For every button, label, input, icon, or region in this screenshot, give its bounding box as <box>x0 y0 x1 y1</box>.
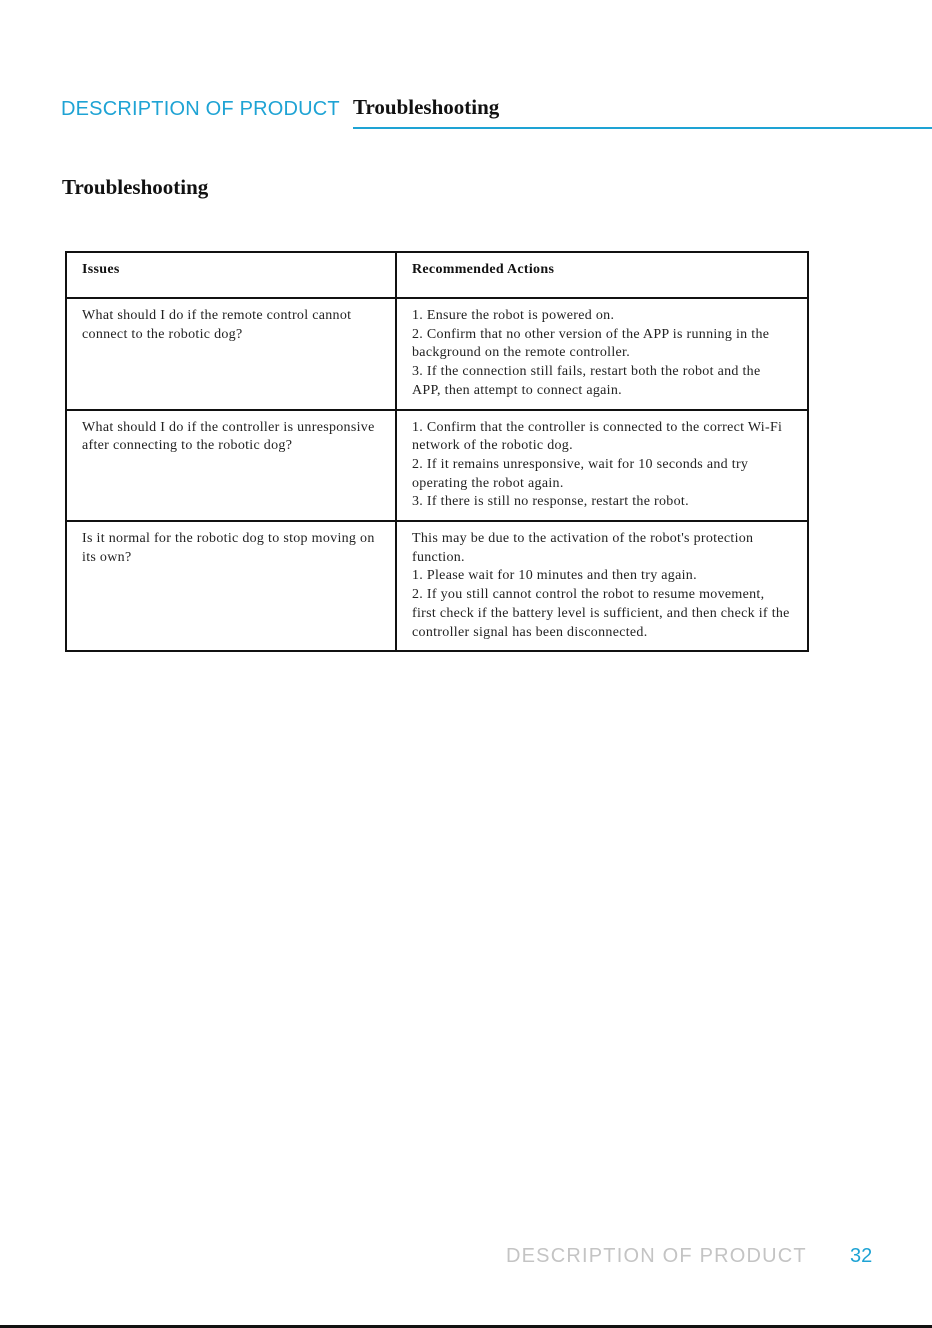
issue-cell: What should I do if the controller is unresponsive after connecting to the robotic dog? <box>66 410 396 522</box>
column-header-issues: Issues <box>66 252 396 298</box>
header-divider <box>353 127 932 129</box>
action-step: 2. If it remains unresponsive, wait for 10 seconds and try operating the robot again. <box>412 456 749 491</box>
troubleshooting-table <box>65 251 809 652</box>
footer-section-label: DESCRIPTION OF PRODUCT <box>506 1245 807 1267</box>
action-step: This may be due to the activation of the robot's protection function. <box>412 531 754 565</box>
action-step: 1. Ensure the robot is powered on. <box>412 308 615 323</box>
header-title: Troubleshooting <box>353 95 500 119</box>
action-step: 1. Confirm that the controller is connected to the correct Wi-Fi network of the robotic dog. <box>412 419 783 454</box>
column-header-recommended-actions: Recommended Actions <box>396 252 808 298</box>
action-step: 2. Confirm that no other version of the APP is running in the background on the remote controller. <box>412 326 770 361</box>
action-step: 3. If there is still no response, restart the robot. <box>412 494 689 510</box>
table-row <box>66 298 808 410</box>
table-header-row <box>66 252 808 298</box>
actions-cell <box>396 521 808 651</box>
issue-cell: What should I do if the remote control cannot connect to the robotic dog? <box>66 298 396 410</box>
action-step: 1. Please wait for 10 minutes and then try again. <box>412 568 697 584</box>
action-step: 2. If you still cannot control the robot to resume movement, first check if the battery level is sufficient, and then check if the controller signal has been disconnected. <box>412 587 790 640</box>
actions-cell <box>396 298 808 410</box>
issue-cell: Is it normal for the robotic dog to stop moving on its own? <box>66 521 396 651</box>
table-row <box>66 521 808 651</box>
action-step: 3. If the connection still fails, restart both the robot and the APP, then attempt to connect again. <box>412 364 761 398</box>
header-section-label: DESCRIPTION OF PRODUCT <box>61 98 340 120</box>
actions-cell <box>396 410 808 522</box>
table-row <box>66 410 808 522</box>
page-number: 32 <box>850 1245 873 1267</box>
page-title: Troubleshooting <box>62 175 209 199</box>
